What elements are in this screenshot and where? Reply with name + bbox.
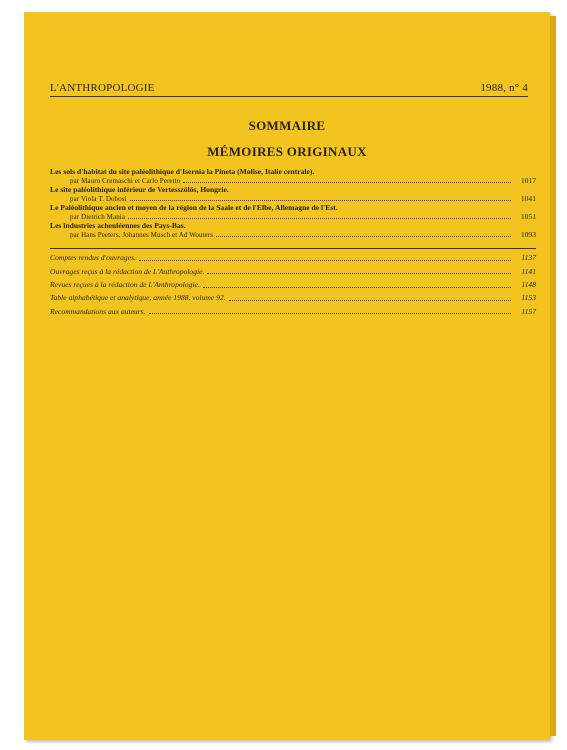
section-title: MÉMOIRES ORIGINAUX [207, 144, 367, 159]
dot-leader [128, 217, 511, 219]
dot-leader [216, 235, 511, 237]
article-authors: par Dietrich Mania [70, 212, 126, 221]
dot-leader [183, 181, 511, 183]
misc-entry [50, 254, 536, 263]
page-number: 1141 [521, 266, 536, 276]
page-number: 1157 [521, 306, 536, 316]
issue-number: 1988, n° 4 [480, 82, 528, 94]
misc-entry [50, 294, 536, 303]
dot-leader [203, 286, 511, 288]
article-title: Les sols d'habitat du site paléolithique d'Isernia la Pineta (Molise, Italie centrale). [50, 167, 315, 176]
article-authors: par Viola T. Dobosi [70, 194, 127, 203]
dot-leader [229, 299, 511, 301]
misc-label: Revues reçues à la rédaction de L'Anthropologie. [50, 279, 200, 289]
misc-entry [50, 281, 536, 290]
misc-section [50, 254, 536, 316]
article-title: Le site paléolithique inférieur de Vertesszölös, Hongrie. [50, 184, 229, 194]
page-number: 1041 [520, 193, 536, 203]
toc-entry [50, 186, 536, 203]
misc-label: Comptes rendus d'ouvrages. [50, 253, 136, 263]
dot-leader [139, 259, 511, 261]
page-number: 1148 [521, 279, 536, 289]
article-title: Les industries acheuléennes des Pays-Bas. [50, 220, 186, 230]
article-authors: par Mauro Cremaschi et Carlo Peretto [70, 176, 181, 185]
misc-label: Ouvrages reçus à la rédaction de L'Anthropologie. [50, 266, 205, 276]
journal-name: L'ANTHROPOLOGIE [50, 82, 155, 94]
toc-entry [50, 204, 536, 221]
table-of-contents [50, 168, 536, 321]
article-title: Le Paléolithique ancien et moyen de la région de la Saale et de l'Elbe, Allemagne de l'Est. [50, 202, 338, 212]
toc-entry [50, 168, 536, 185]
misc-label: Recommandations aux auteurs. [50, 306, 146, 316]
page-number: 1137 [521, 253, 536, 263]
page-number: 1051 [520, 211, 536, 221]
dot-leader [130, 199, 511, 201]
dot-leader [207, 272, 511, 274]
cover-edge [550, 16, 556, 736]
page-number: 1017 [520, 175, 536, 185]
toc-entry [50, 222, 536, 239]
dot-leader [149, 312, 511, 314]
misc-label: Table alphabétique et analytique, année 1988, volume 92. [50, 293, 226, 303]
page-number: 1093 [520, 229, 536, 239]
misc-entry [50, 268, 536, 277]
misc-entry [50, 308, 536, 317]
page-number: 1153 [521, 293, 536, 303]
contents-title: SOMMAIRE [248, 118, 326, 133]
section-divider [50, 248, 536, 249]
article-authors: par Hans Peeters, Johannes Musch et Ad Wouters [70, 230, 214, 239]
running-header [50, 82, 528, 97]
journal-cover [24, 12, 550, 740]
